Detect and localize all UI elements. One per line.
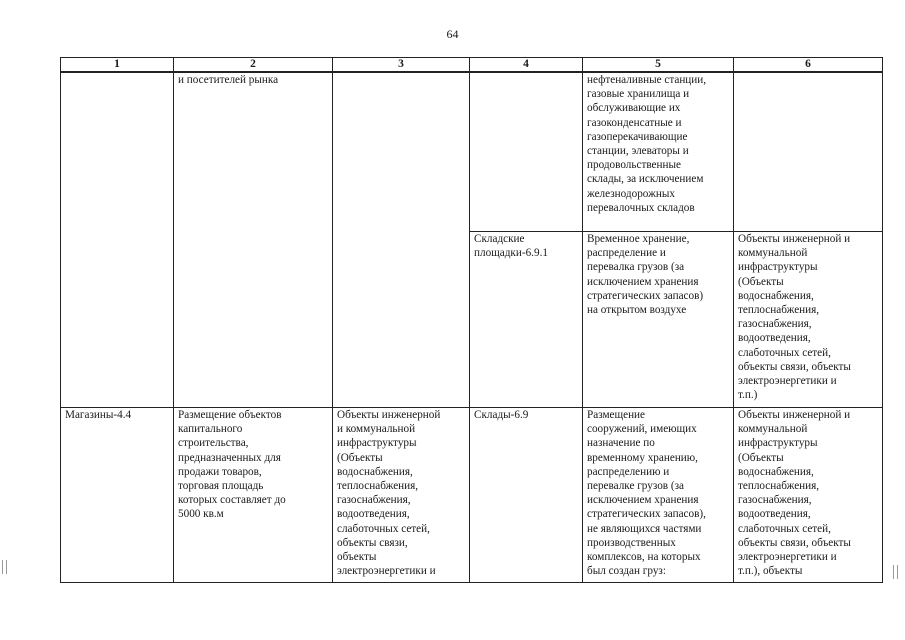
column-header-3: 3 — [333, 58, 470, 73]
cell-text: Временное хранение, распределение и перевалка грузов (за исключением хранения стратегических запасов) на открытом воздухе — [587, 233, 704, 317]
cell-conditional-use-description-continued — [583, 72, 734, 232]
cell-text: Размещение сооружений, имеющих назначение по временному хранению, распределению и перевалке грузов (за исключением хранения стратегических запасов), не являющихся частями производственных комплексов, на которых был создан груз: — [587, 409, 706, 578]
cell-conditional-auxiliary — [734, 408, 883, 583]
table-header-row — [61, 58, 883, 73]
cell-conditional-use-description — [583, 232, 734, 408]
cell-conditional-auxiliary-continued — [734, 72, 883, 232]
cell-main-use-description — [174, 408, 333, 583]
page-number: 64 — [446, 27, 459, 41]
cell-conditional-use-description — [583, 408, 734, 583]
cell-auxiliary-use — [333, 408, 470, 583]
cell-conditional-use — [470, 232, 583, 408]
table-row — [61, 408, 883, 583]
column-header-5: 5 — [583, 58, 734, 73]
cell-main-use-description-continued — [174, 72, 333, 408]
cell-main-use — [61, 408, 174, 583]
column-header-2: 2 — [174, 58, 333, 73]
cell-conditional-auxiliary — [734, 232, 883, 408]
cell-text: Складские площадки-6.9.1 — [474, 233, 548, 260]
table-row — [61, 72, 883, 232]
cell-text: Объекты инженерной и коммунальной инфраструктуры (Объекты водоснабжения, теплоснабжения, газоснабжения, водоотведения, слаботочных сетей, объекты связи, объекты электроэнергетики и — [337, 409, 441, 578]
cell-text: и посетителей рынка — [178, 74, 279, 86]
cell-text: Магазины-4.4 — [65, 409, 132, 421]
cell-text: Объекты инженерной и коммунальной инфраструктуры (Объекты водоснабжения, теплоснабжения, газоснабжения, водоотведения, слаботочных сетей, объекты связи, объекты электроэнергетики и т.п.) — [738, 233, 851, 402]
scan-edge-mark-left — [2, 560, 7, 574]
scan-edge-mark-right — [893, 565, 898, 579]
cell-conditional-use — [470, 408, 583, 583]
column-header-6: 6 — [734, 58, 883, 73]
cell-auxiliary-use-continued — [333, 72, 470, 408]
land-use-table — [60, 57, 883, 583]
cell-text: Склады-6.9 — [474, 409, 529, 421]
column-header-1: 1 — [61, 58, 174, 73]
column-header-4: 4 — [470, 58, 583, 73]
cell-text: Размещение объектов капитального строительства, предназначенных для продажи товаров, торговая площадь которых составляет до 5000 кв.м — [178, 409, 286, 521]
cell-text: нефтеналивные станции, газовые хранилища и обслуживающие их газоконденсатные и газоперекачивающие станции, элеваторы и продовольственные склады, за исключением железнодорожных перевалочных складов — [587, 74, 707, 214]
cell-main-use-continued — [61, 72, 174, 408]
cell-text: Объекты инженерной и коммунальной инфраструктуры (Объекты водоснабжения, теплоснабжения, газоснабжения, водоотведения, слаботочных сетей, объекты связи, объекты электроэнергетики и т.п.), объекты — [738, 409, 851, 578]
cell-conditional-use-continued — [470, 72, 583, 232]
